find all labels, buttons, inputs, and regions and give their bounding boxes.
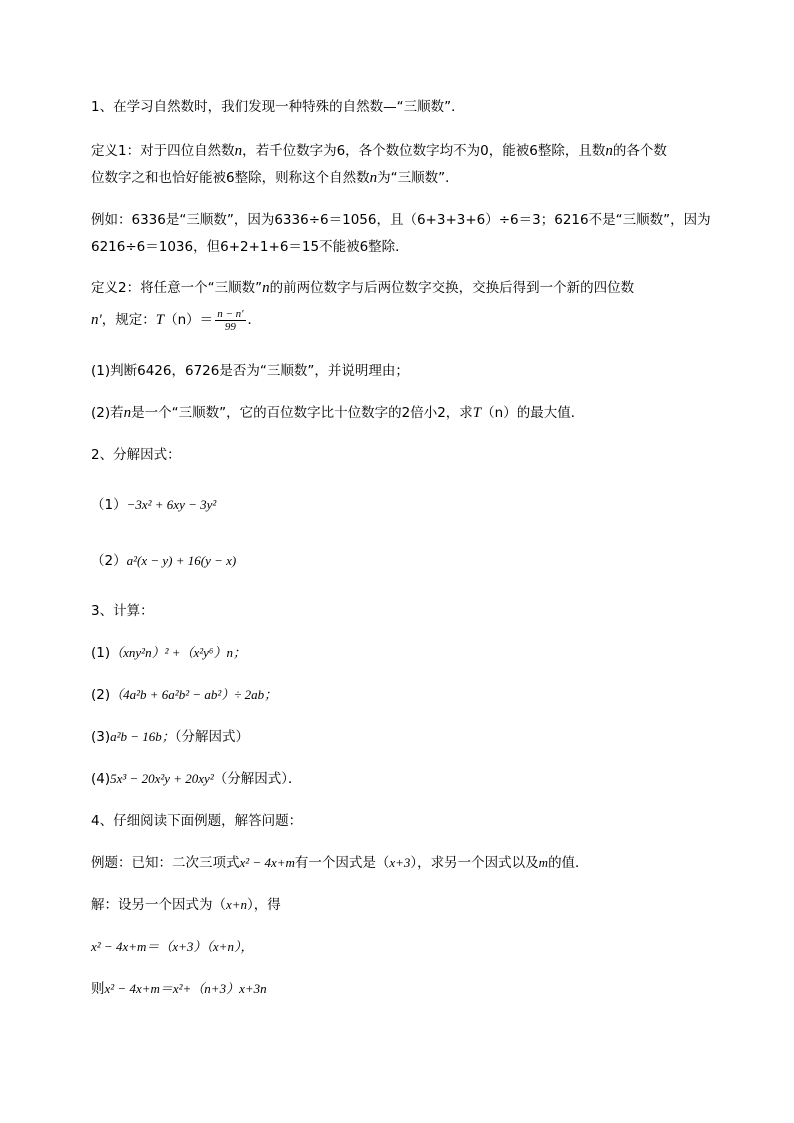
question-3-item-3 (91, 727, 249, 747)
math-expression: a²(x − y) + 16(y − x) (126, 553, 237, 568)
definition-2-rule: ，规定： (101, 312, 156, 328)
question-2-item-1 (91, 495, 216, 515)
question-4-solution-2 (91, 937, 253, 957)
question-4-title: 4、仔细阅读下面例题，解答问题： (91, 813, 303, 829)
variable-n: n (605, 143, 613, 159)
definition-1-text-a: 定义1：对于四位自然数 (91, 143, 235, 159)
variable-n-prime: n′ (91, 312, 102, 328)
math-expression: a²b − 16b； (110, 729, 175, 744)
item-label: （1） (91, 497, 127, 513)
solution-text-b: ），得 (247, 897, 281, 913)
math-expression: x² − 4x+m＝x²+（n+3）x+3n (104, 981, 267, 996)
math-expression: （4a²b + 6a²b² − ab²）÷ 2ab； (110, 687, 278, 702)
question-1-part-1: (1)判断6426，6726是否为“三顺数”，并说明理由； (91, 363, 409, 379)
math-expression: x+n (226, 897, 248, 912)
question-3-title: 3、计算： (91, 603, 154, 619)
part-2-text-a: (2)若 (91, 405, 124, 421)
math-expression: （xny²n）² +（x²y⁶）n； (110, 645, 246, 660)
definition-1-text-d: 位数字之和也恰好能被6整除，则称这个自然数 (91, 170, 370, 186)
definition-1-line-2 (91, 168, 459, 188)
question-2-item-2 (91, 551, 236, 571)
example-line-2: 6216÷6＝1036，但6+2+1+6＝15不能被6整除． (91, 239, 409, 255)
definition-2-text-b: 的前两位数字与后两位数字交换，交换后得到一个新的四位数 (269, 280, 635, 296)
example-text-b: 有一个因式是（ (294, 855, 390, 871)
fraction-denominator: 99 (224, 320, 236, 333)
variable-n: n (234, 143, 243, 159)
definition-2-end: ． (247, 312, 262, 328)
math-expression: x+3 (389, 855, 411, 870)
function-T: T (472, 405, 482, 421)
function-T-argument: （n）＝ (164, 312, 214, 328)
question-1-title: 1、在学习自然数时，我们发现一种特殊的自然数—“三顺数”． (91, 99, 465, 115)
question-1-part-2 (91, 403, 584, 423)
math-expression: −3x² + 6xy − 3y² (126, 497, 217, 512)
question-4-solution-3 (91, 979, 267, 999)
definition-1-text-c: 的各个数 (612, 143, 667, 159)
example-line-1: 例如：6336是“三顺数”，因为6336÷6＝1056，且（6+3+3+6）÷6＝3；6216不是“三顺数”，因为 (91, 212, 711, 228)
item-note: （分解因式） (174, 729, 250, 745)
variable-m: m (538, 855, 549, 870)
math-expression: 5x³ − 20x²y + 20xy² (110, 771, 214, 786)
question-4-example (91, 853, 589, 873)
item-label: (2) (91, 687, 111, 703)
variable-n: n (369, 170, 378, 186)
item-label: (3) (91, 729, 111, 745)
question-4-solution-1 (91, 895, 281, 915)
question-3-item-1 (91, 643, 246, 663)
definition-2-line-2 (91, 305, 261, 335)
variable-n: n (262, 280, 270, 296)
fraction (215, 308, 245, 333)
item-note: （分解因式）． (213, 771, 302, 787)
definition-1-text-b: ，若千位数字为6，各个数位数字均不为0，能被6整除，且数 (242, 143, 606, 159)
part-2-text-c: （n）的最大值． (481, 405, 585, 421)
definition-1-line-1 (91, 141, 667, 161)
item-label: (1) (91, 645, 111, 661)
example-text-a: 例题：已知：二次三项式 (91, 855, 240, 871)
question-3-item-4 (91, 769, 301, 789)
math-expression: x² − 4x+m (239, 855, 295, 870)
solution-text-a: 解：设另一个因式为（ (91, 897, 226, 913)
definition-2-text-a: 定义2：将任意一个“三顺数” (91, 280, 263, 296)
example-text-d: 的值． (548, 855, 589, 871)
question-2-title: 2、分解因式： (91, 447, 181, 463)
function-T: T (155, 312, 165, 328)
definition-2-line-1 (91, 278, 634, 298)
item-label: (4) (91, 771, 111, 787)
item-label: （2） (91, 553, 127, 569)
math-expression: x² − 4x+m＝（x+3）（x+n）， (91, 939, 254, 954)
definition-1-text-e: 为“三顺数”． (377, 170, 459, 186)
part-2-text-b: 是一个“三顺数”，它的百位数字比十位数字的2倍小2，求 (131, 405, 473, 421)
solution-text-a: 则 (91, 981, 105, 997)
question-3-item-2 (91, 685, 277, 705)
example-text-c: ），求另一个因式以及 (410, 855, 539, 871)
fraction-numerator: n − n′ (217, 307, 244, 320)
variable-n: n (123, 405, 132, 421)
